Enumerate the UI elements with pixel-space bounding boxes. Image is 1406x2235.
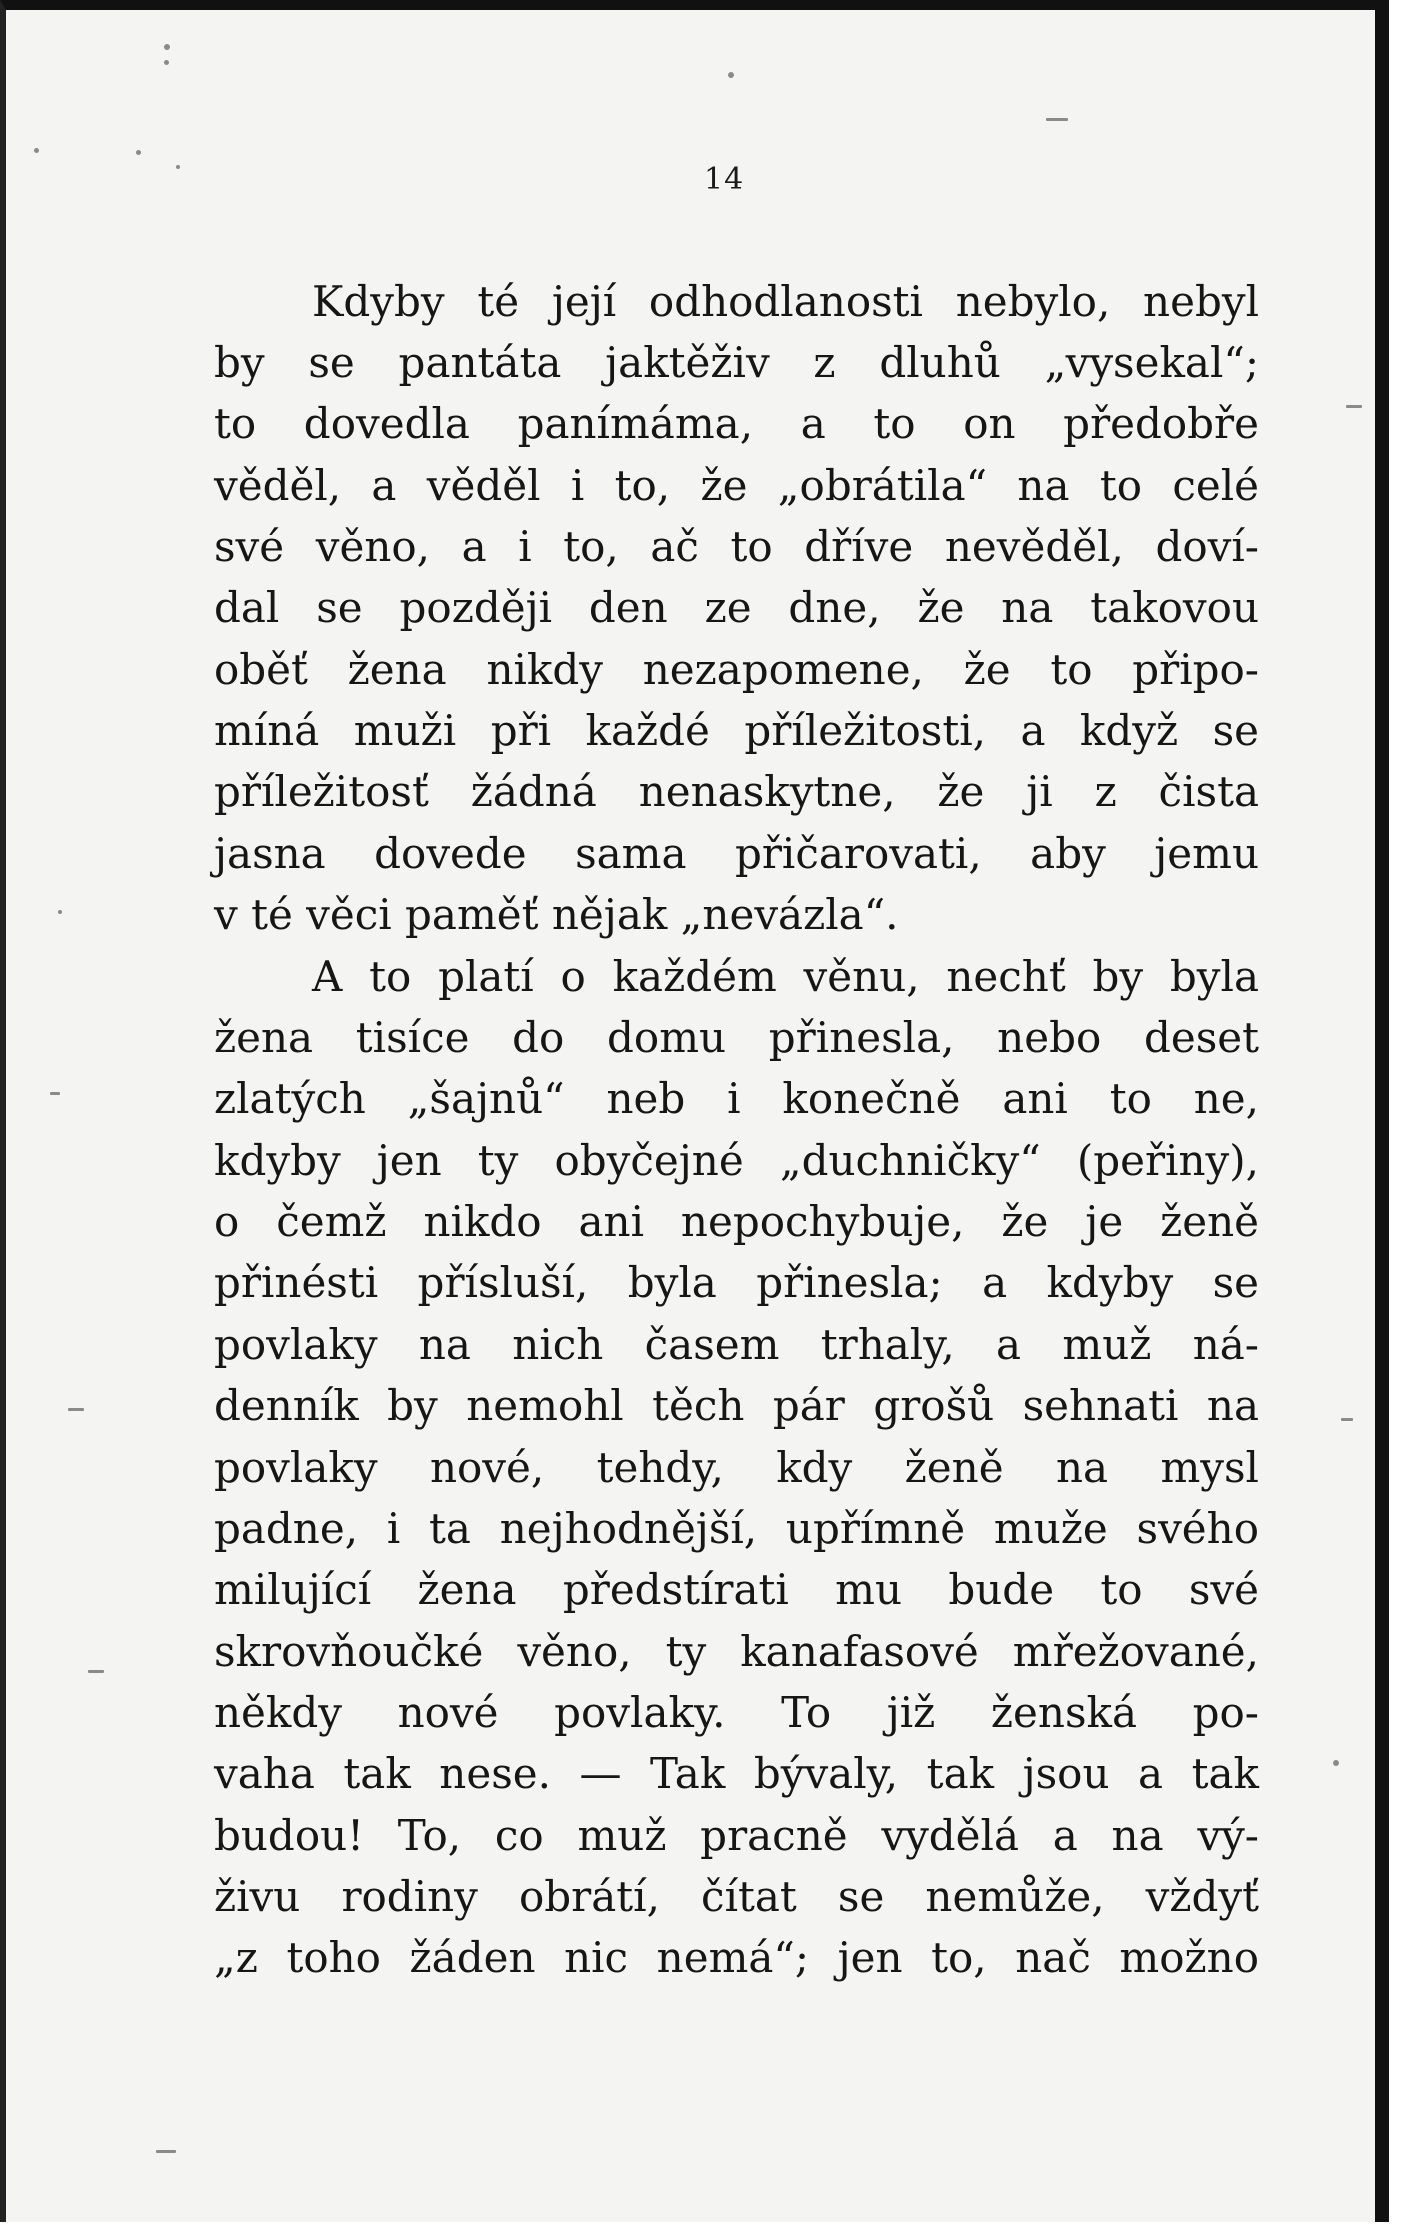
text-line: živu rodiny obrátí, čítat se nemůže, vždyť xyxy=(214,1872,1259,1921)
scan-speck xyxy=(164,44,170,50)
text-line: věděl, a věděl i to, že „obrátila“ na to celé xyxy=(214,461,1259,510)
text-line: budou! To, co muž pracně vydělá a na vý- xyxy=(214,1811,1259,1860)
text-line: padne, i ta nejhodnější, upřímně muže svého xyxy=(214,1504,1259,1553)
scan-speck xyxy=(1346,405,1362,408)
text-line: to dovedla panímáma, a to on předobře xyxy=(214,399,1259,448)
text-line: povlaky nové, tehdy, kdy ženě na mysl xyxy=(214,1443,1259,1492)
text-line: A to platí o každém věnu, nechť by byla xyxy=(312,952,1259,1001)
text-line: jasna dovede sama přičarovati, aby jemu xyxy=(214,829,1259,878)
text-line: denník by nemohl těch pár grošů sehnati na xyxy=(214,1381,1259,1430)
scan-speck xyxy=(1046,118,1068,121)
scan-speck xyxy=(50,1092,60,1095)
text-line: o čemž nikdo ani nepochybuje, že je ženě xyxy=(214,1197,1259,1246)
text-line: míná muži při každé příležitosti, a když se xyxy=(214,706,1259,755)
text-line: někdy nové povlaky. To již ženská po- xyxy=(214,1688,1259,1737)
scan-speck xyxy=(58,910,62,914)
text-line: „z toho žáden nic nemá“; jen to, nač možno xyxy=(214,1933,1259,1982)
text-line: by se pantáta jaktěživ z dluhů „vysekal“; xyxy=(214,338,1259,387)
text-line: zlatých „šajnů“ neb i konečně ani to ne, xyxy=(214,1074,1259,1123)
scan-speck xyxy=(164,60,169,65)
text-line: skrovňoučké věno, ty kanafasové mřežované, xyxy=(214,1627,1259,1676)
scan-speck xyxy=(156,2150,176,2153)
text-line: oběť žena nikdy nezapomene, že to připo- xyxy=(214,645,1259,694)
text-line: přinésti přísluší, byla přinesla; a kdyby se xyxy=(214,1258,1259,1307)
text-line: dal se později den ze dne, že na takovou xyxy=(214,583,1259,632)
text-line: příležitosť žádná nenaskytne, že ji z čista xyxy=(214,767,1259,816)
scan-speck xyxy=(1333,1760,1339,1766)
text-line: milující žena předstírati mu bude to své xyxy=(214,1565,1259,1614)
page-number: 14 xyxy=(704,162,745,197)
scan-speck xyxy=(136,150,141,155)
text-line: v té věci paměť nějak „nevázla“. xyxy=(214,890,899,939)
text-line: žena tisíce do domu přinesla, nebo deset xyxy=(214,1013,1259,1062)
text-line: kdyby jen ty obyčejné „duchničky“ (peřiny), xyxy=(214,1136,1259,1185)
scan-speck xyxy=(88,1670,104,1673)
scan-bottom-margin xyxy=(0,2222,1406,2235)
text-line: Kdyby té její odhodlanosti nebylo, nebyl xyxy=(312,277,1259,326)
scan-speck xyxy=(68,1408,84,1411)
text-line: své věno, a i to, ač to dříve nevěděl, doví- xyxy=(214,522,1259,571)
text-line: vaha tak nese. — Tak bývaly, tak jsou a tak xyxy=(214,1749,1259,1798)
scan-speck xyxy=(1341,1418,1353,1421)
scan-speck xyxy=(176,165,180,169)
scan-speck xyxy=(728,72,734,78)
text-line: povlaky na nich časem trhaly, a muž ná- xyxy=(214,1320,1259,1369)
scan-right-border xyxy=(1375,0,1389,2235)
scan-speck xyxy=(34,148,39,153)
